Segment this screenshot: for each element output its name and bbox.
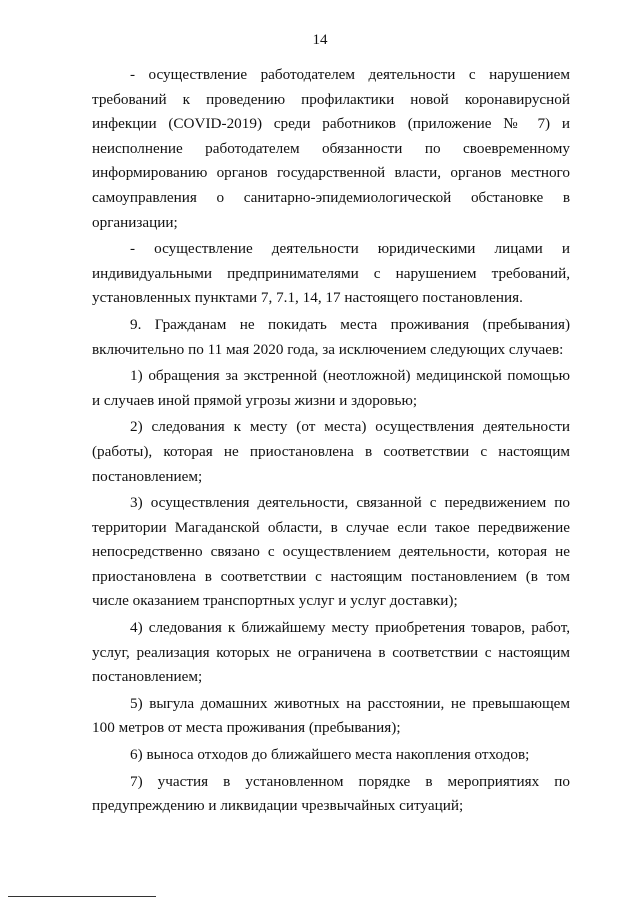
page-number: 14 [312,32,328,48]
paragraph-case-4: 4) следования к ближайшему месту приобретения товаров, работ, услуг, реализация которых не ограничена в соответствии с настоящим постановлением; [92,619,570,686]
footer-rule [8,896,156,897]
paragraph-case-1: 1) обращения за экстренной (неотложной) медицинской помощью и случаев иной прямой угрозы жизни и здоровью; [92,367,570,409]
paragraph-case-2: 2) следования к месту (от места) осуществления деятельности (работы), которая не приостановлена в соответствии с настоящим постановлением; [92,418,570,485]
paragraph-case-3: 3) осуществления деятельности, связанной с передвижением по территории Магаданской области, в случае если такое передвижение непосредственно связано с осуществлением деятельности, которая не приостановлена в соответствии с настоящим постановлением (в том числе оказанием транспортных услуг и услуг доставки); [92,494,570,610]
paragraph-case-6: 6) выноса отходов до ближайшего места накопления отходов; [130,746,530,764]
document-body [92,63,570,821]
paragraph-employer-violation: - осуществление работодателем деятельности с нарушением требований к проведению профилактики новой коронавирусной инфекции (COVID-2019) среди работников (приложение № 7) и неисполнение работодателем обязанности по своевременному информированию органов государственной власти, органов местного самоуправления о санитарно-эпидемиологической обстановке в организации; [92,66,570,231]
paragraph-case-5: 5) выгула домашних животных на расстоянии, не превышающем 100 метров от места проживания (пребывания); [92,694,570,737]
paragraph-legal-entities-violation: - осуществление деятельности юридическими лицами и индивидуальными предпринимателями с нарушением требований, установленных пунктами 7, 7.1, 14, 17 настоящего постановления. [92,240,570,307]
paragraph-case-7: 7) участия в установленном порядке в мероприятиях по предупреждению и ликвидации чрезвычайных ситуаций; [92,772,570,815]
paragraph-item-9: 9. Гражданам не покидать места проживания (пребывания) включительно по 11 мая 2020 года, за исключением следующих случаев: [92,315,570,358]
